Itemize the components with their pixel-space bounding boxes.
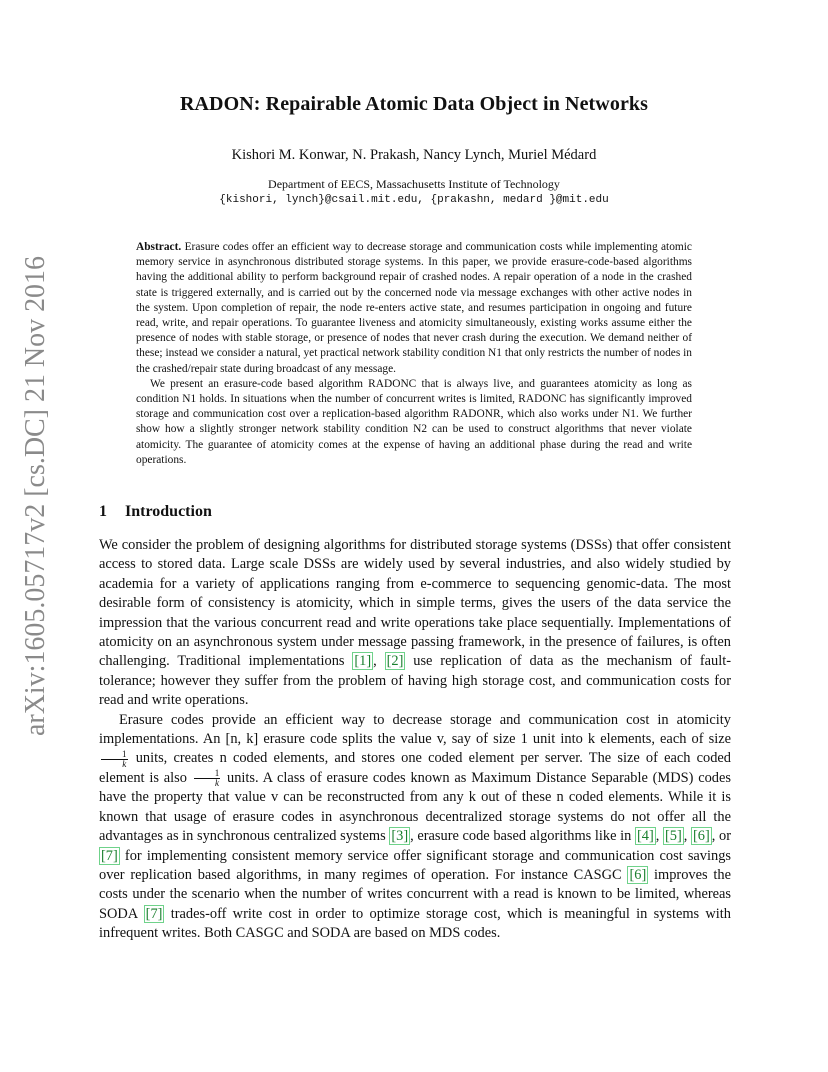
citation-link[interactable]: [5] (664, 828, 682, 845)
fraction-denominator: k (214, 778, 219, 789)
intro-text: units, creates n coded elements, and stores one coded element per server. The size of each coded element is also (99, 750, 731, 786)
author-affiliation: Department of EECS, Massachusetts Institute of Technology (268, 177, 560, 191)
section-heading (99, 503, 212, 521)
citation-link[interactable]: [1] (354, 653, 372, 670)
fraction-one-over-k (194, 769, 221, 788)
intro-text: trades-off write cost in order to optimize storage cost, which is meaningful in systems with infrequent writes. Both CASGC and SODA are based on MDS codes. (99, 905, 731, 942)
intro-text: improves the costs under the scenario when the number of writes concurrent with a read is known to be limited, whereas SODA (99, 866, 731, 922)
intro-text: use replication of data as the mechanism of fault-tolerance; however they suffer from the problem of having high storage cost, and communication costs for read and write operations. (99, 653, 731, 709)
paper-title: RADON: Repairable Atomic Data Object in Networks (179, 93, 649, 115)
abstract-paragraph-1 (136, 240, 692, 377)
intro-paragraph-1: We consider the problem of designing algorithms for distributed storage systems (DSSs) that offer consistent access to stored data. Large scale DSSs are widely used by several industries, and also widely studied by academia for a variety of applications ranging from e-commerce to sequencing genomic-data. The most desirable form of consistency is atomicity, which in simple terms, gives the users of the data service the impression that the various concurrent read and write operations take place sequentially. Implementations of atomicity on an asynchronous system under message passing framework, in the presence of failures, is often challenging. Traditional implementations [1] , [2] use replication of data as the mechanism of fault-tolerance; however they suffer from the problem of having high storage cost, and communication costs for read and write operations. (99, 537, 731, 709)
abstract (136, 240, 692, 468)
citation-link[interactable]: [3] (391, 828, 409, 845)
abstract-paragraph-2: We present an erasure-code based algorithm RADONC that is always live, and guarantees atomicity as long as condition N1 holds. In situations when the number of concurrent writes is limited, RADONC has significantly improved storage and communication cost over a replication-based algorithm RADONR, which also works under N1. We further show how a slightly stronger network stability condition N2 can be used to construct algorithms that never violate atomicity. The guarantee of atomicity comes at the expense of having an additional phase during the read and write operations. (136, 377, 692, 466)
citation-link[interactable]: [6] (629, 866, 647, 883)
citation-link[interactable]: [6] (692, 828, 710, 845)
intro-text: Erasure codes provide an efficient way to decrease storage and communication cost in atomicity implementations. An [n, k] erasure code splits the value v, say of size 1 unit into k elements, each of size (99, 711, 731, 748)
fraction-denominator: k (122, 758, 127, 769)
author-emails: {kishori, lynch}@csail.mit.edu, {prakashn, medard }@mit.edu (219, 194, 609, 206)
section-number: 1 (99, 503, 107, 520)
intro-text: for implementing consistent memory service offer significant storage and communication cost savings over replication based algorithms, in many regimes of operation. For instance CASGC (99, 847, 731, 883)
abstract-label: Abstract. (136, 241, 182, 253)
citation-link[interactable]: [2] (386, 653, 404, 670)
body-text (99, 536, 731, 944)
intro-text: units. A class of erasure codes known as Maximum Distance Separable (MDS) codes have the property that value v can be reconstructed from any k out of these n coded elements. While it is known that usage of erasure codes in asynchronous decentralized storage systems do not offer all the advantages as in synchronous centralized systems (99, 769, 731, 845)
intro-text: , erasure code based algorithms like in (410, 828, 632, 845)
citation-link[interactable]: [7] (145, 905, 163, 922)
intro-paragraph-2: Erasure codes provide an efficient way to decrease storage and communication cost in atomicity implementations. An [n, k] erasure code splits the value v, say of size 1 unit into k elements, each of size $\frac{1}{k}$ units, creates n coded elements, and stores one coded element per server. The size of each coded element is also $\frac{1}{k}$ units. A class of erasure codes known as Maximum Distance Separable (MDS) codes have the property that value v can be reconstructed from any k out of these n coded elements. While it is known that usage of erasure codes in asynchronous decentralized storage systems do not offer all the advantages as in synchronous centralized systems [3] , erasure code based algorithms like in [4] , [5] , [6] , or [7] for implementing consistent memory service offer significant storage and communication cost savings over replication based algorithms, in many regimes of operation. For instance CASGC [6] improves the costs under the scenario when the number of writes concurrent with a read is known to be limited, whereas SODA [7] trades-off write cost in order to optimize storage cost, which is meaningful in systems with infrequent writes. Both CASGC and SODA are based on MDS codes. (99, 711, 731, 942)
fraction-numerator: 1 (101, 750, 128, 760)
paper-authors: Kishori M. Konwar, N. Prakash, Nancy Lynch, Muriel Médard (231, 147, 597, 163)
citation-link[interactable]: [7] (101, 847, 118, 864)
abstract-text-1: Erasure codes offer an efficient way to decrease storage and communication costs while implementing atomic memory service in asynchronous distributed storage systems. In this paper, we provide erasure-code-based algorithms having the additional ability to perform background repair of crashed nodes. A repair operation of a node in the crashed state is triggered externally, and is carried out by the concerned node via message exchanges with other active nodes in the system. Upon completion of repair, the node re-enters active state, and resumes participation in ongoing and future read, write, and repair operations. To guarantee liveness and atomicity simultaneously, existing works assume either the presence of nodes with stable storage, or presence of nodes that never crash during the execution. We demand neither of these; instead we consider a natural, yet practical network stability condition N1 that only restricts the number of nodes in the crashed/repair state during broadcast of any message. (136, 241, 692, 375)
fraction-one-over-k (101, 750, 128, 769)
fraction-numerator: 1 (194, 769, 221, 779)
citation-link[interactable]: [4] (636, 828, 654, 845)
section-title: Introduction (125, 503, 212, 520)
intro-text: We consider the problem of designing algorithms for distributed storage systems (DSSs) that offer consistent access to stored data. Large scale DSSs are widely used by several industries, and also widely studied by academia for a variety of applications ranging from e-commerce to sequencing genomic-data. The most desirable form of consistency is atomicity, which in simple terms, gives the users of the data service the impression that the various concurrent read and write operations take place sequentially. Implementations of atomicity on an asynchronous system under message passing framework, in the presence of failures, is often challenging. Traditional implementations (99, 537, 731, 670)
arxiv-identifier-text: arXiv:1605.05717v2 [cs.DC] 21 Nov 2016 (20, 255, 51, 736)
arxiv-identifier-stamp (14, 250, 54, 736)
